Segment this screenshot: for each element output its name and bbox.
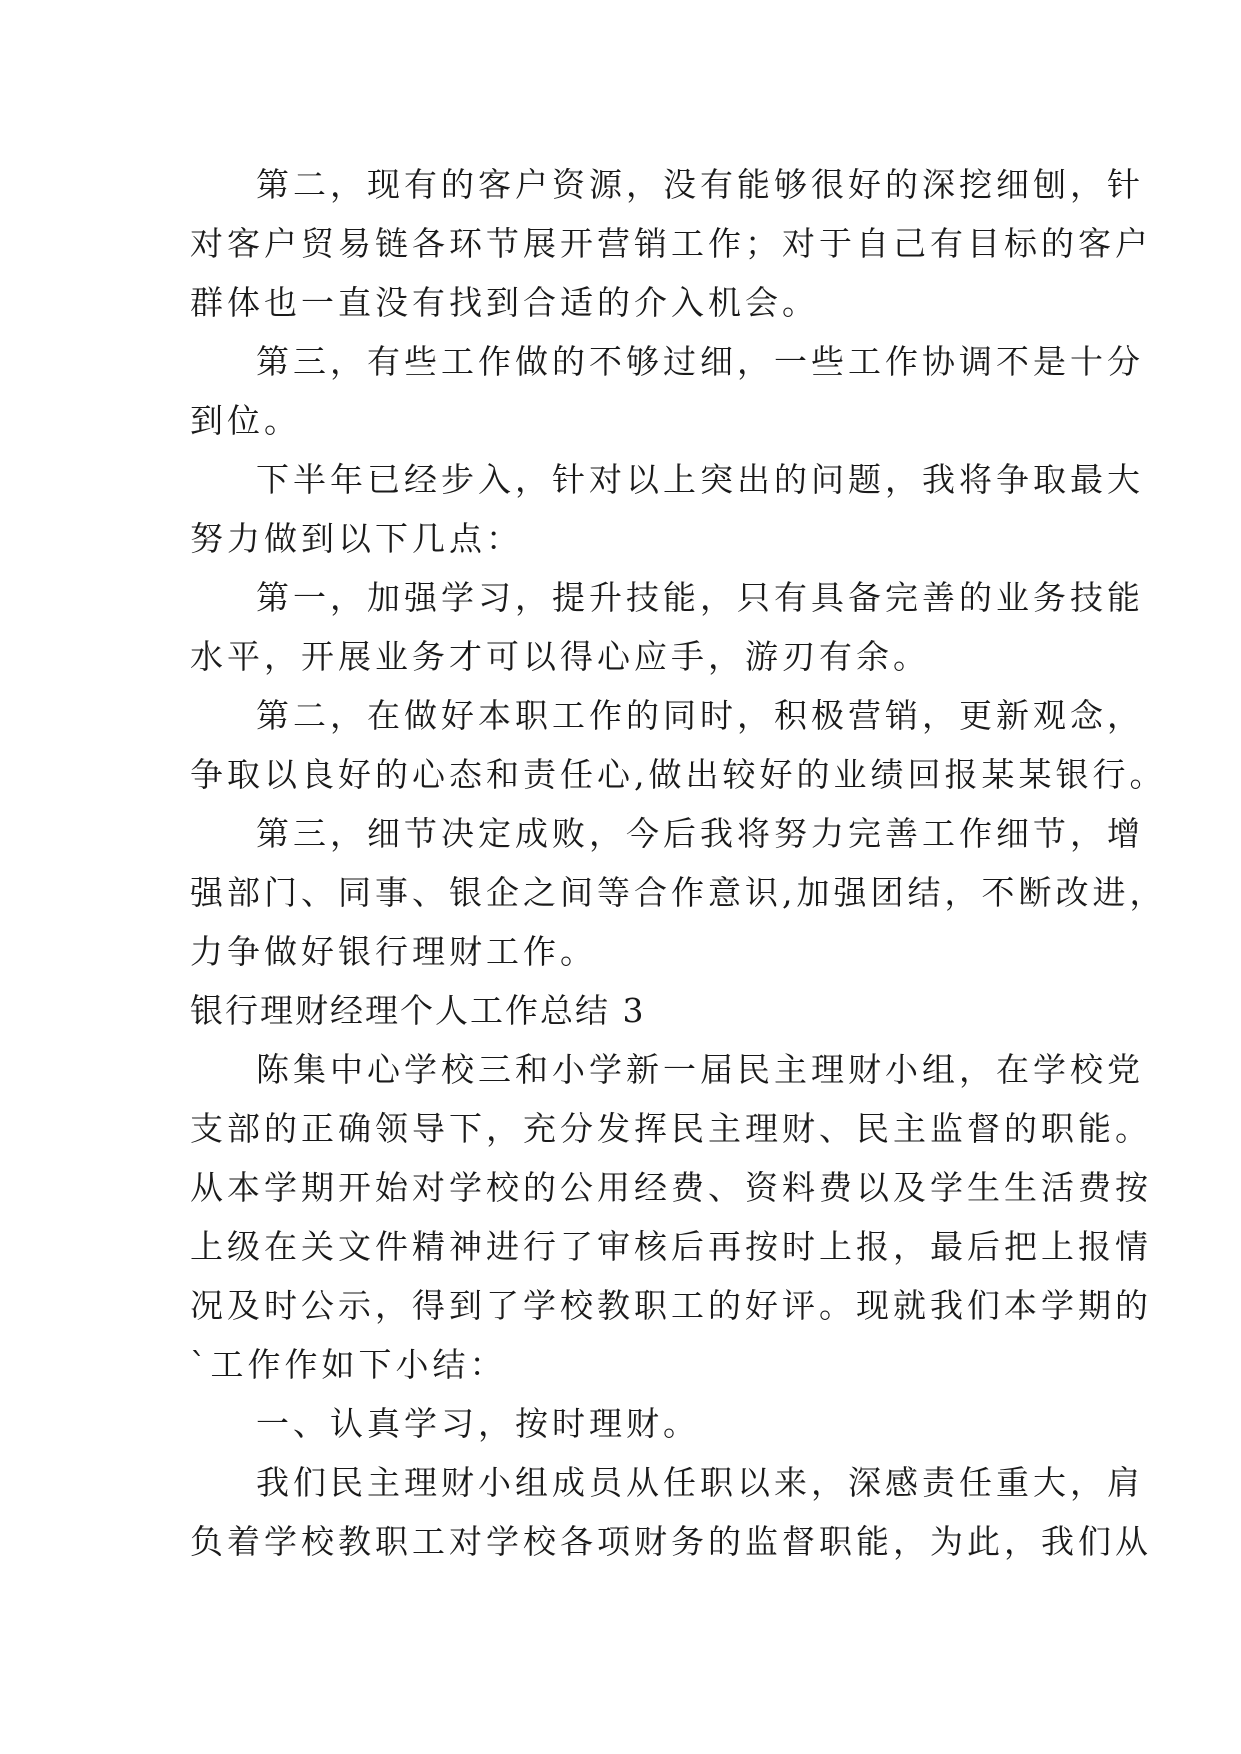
text-line: `工作作如下小结： (190, 1345, 507, 1384)
text-line: 对客户贸易链各环节展开营销工作；对于自己有目标的客户 (190, 224, 1152, 263)
text-line: 负着学校教职工对学校各项财务的监督职能，为此，我们从 (190, 1522, 1152, 1561)
text-line: 强部门、同事、银企之间等合作意识,加强团结，不断改进， (190, 873, 1167, 912)
text-line: 陈集中心学校三和小学新一届民主理财小组，在学校党 (256, 1050, 1144, 1089)
text-line: 水平，开展业务才可以得心应手，游刃有余。 (190, 637, 930, 676)
text-line: 第一，加强学习，提升技能，只有具备完善的业务技能 (256, 578, 1144, 617)
text-line: 一、认真学习，按时理财。 (256, 1404, 700, 1443)
section-heading: 银行理财经理个人工作总结 3 (190, 991, 646, 1030)
text-line: 努力做到以下几点： (190, 519, 523, 558)
text-line: 况及时公示，得到了学校教职工的好评。现就我们本学期的 (190, 1286, 1152, 1325)
text-line: 支部的正确领导下，充分发挥民主理财、民主监督的职能。 (190, 1109, 1152, 1148)
text-line: 第二，在做好本职工作的同时，积极营销，更新观念， (256, 696, 1144, 735)
text-line: 群体也一直没有找到合适的介入机会。 (190, 283, 819, 322)
text-line: 第三，细节决定成败，今后我将努力完善工作细节，增 (256, 814, 1144, 853)
text-line: 下半年已经步入，针对以上突出的问题，我将争取最大 (256, 460, 1144, 499)
text-line: 到位。 (190, 401, 301, 440)
text-line: 上级在关文件精神进行了审核后再按时上报，最后把上报情 (190, 1227, 1152, 1266)
text-line: 我们民主理财小组成员从任职以来，深感责任重大，肩 (256, 1463, 1144, 1502)
text-line: 争取以良好的心态和责任心,做出较好的业绩回报某某银行。 (190, 755, 1167, 794)
text-line: 力争做好银行理财工作。 (190, 932, 597, 971)
text-line: 第三，有些工作做的不够过细，一些工作协调不是十分 (256, 342, 1144, 381)
text-line: 从本学期开始对学校的公用经费、资料费以及学生生活费按 (190, 1168, 1152, 1207)
text-line: 第二，现有的客户资源，没有能够很好的深挖细刨，针 (256, 165, 1144, 204)
